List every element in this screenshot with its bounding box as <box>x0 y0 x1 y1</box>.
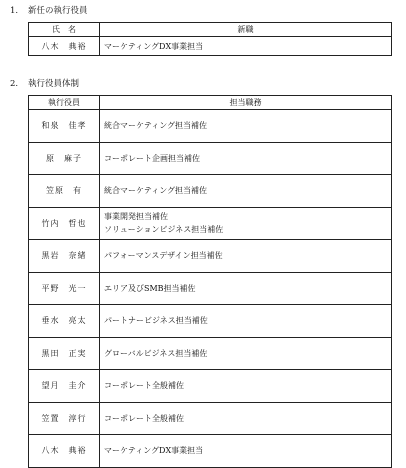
officer-role <box>100 402 392 435</box>
section2-heading <box>10 78 79 90</box>
officer-role <box>100 272 392 305</box>
officer-name: 原 麻子 <box>29 142 100 175</box>
section1-title: 新任の執行役員 <box>28 6 88 16</box>
officer-name: 和泉 佳孝 <box>29 110 100 143</box>
role-line: ソリューションビジネス担当補佐 <box>104 225 224 235</box>
table-row <box>29 402 392 435</box>
table-row <box>29 142 392 175</box>
officer-role <box>100 142 392 175</box>
table-row <box>29 435 392 468</box>
table-row <box>29 207 392 240</box>
officer-role <box>100 37 392 56</box>
header-duties: 担当職務 <box>100 96 392 110</box>
officer-role <box>100 110 392 143</box>
header-new-position: 新職 <box>100 23 392 37</box>
officer-name: 笠置 淳行 <box>29 402 100 435</box>
section1-heading <box>10 5 88 17</box>
section2-number: 2. <box>10 79 19 89</box>
table-row <box>29 305 392 338</box>
officer-role <box>100 370 392 403</box>
table-row <box>29 337 392 370</box>
role-line: コーポレート企画担当補佐 <box>104 153 200 163</box>
role-line: パートナービジネス担当補佐 <box>104 316 208 326</box>
officer-role <box>100 175 392 208</box>
role-line: 統合マーケティング担当補佐 <box>104 186 208 196</box>
table-row <box>29 175 392 208</box>
role-line: グローバルビジネス担当補佐 <box>104 348 208 358</box>
role-line: パフォーマンスデザイン担当補佐 <box>104 251 223 261</box>
officer-name: 笠原 有 <box>29 175 100 208</box>
table-header-row <box>29 23 392 37</box>
table-header-row <box>29 96 392 110</box>
role-line: 統合マーケティング担当補佐 <box>104 121 208 131</box>
officer-role <box>100 207 392 240</box>
table-row <box>29 272 392 305</box>
header-name: 氏 名 <box>29 23 100 37</box>
officer-name: 竹内 哲也 <box>29 207 100 240</box>
officer-role <box>100 435 392 468</box>
officer-name: 垂水 亮太 <box>29 305 100 338</box>
section2-title: 執行役員体制 <box>28 79 80 89</box>
officer-name: 平野 光一 <box>29 272 100 305</box>
officer-name: 八木 典裕 <box>29 435 100 468</box>
section1-number: 1. <box>10 6 19 16</box>
officer-role <box>100 337 392 370</box>
role-line: マーケティングDX事業担当 <box>104 41 204 51</box>
officer-name: 黒岩 奈緒 <box>29 240 100 273</box>
officer-structure-table <box>28 95 392 468</box>
header-officer: 執行役員 <box>29 96 100 110</box>
officer-name: 望月 圭介 <box>29 370 100 403</box>
new-officers-table <box>28 22 392 56</box>
table-row <box>29 110 392 143</box>
role-line: マーケティングDX事業担当 <box>104 446 204 456</box>
role-line: コーポレート全般補佐 <box>104 381 184 391</box>
role-line: エリア及びSMB担当補佐 <box>104 283 196 293</box>
officer-name: 黒田 正実 <box>29 337 100 370</box>
role-line: 事業開発担当補佐 <box>104 212 168 222</box>
officer-role <box>100 305 392 338</box>
table-row <box>29 240 392 273</box>
table-row <box>29 370 392 403</box>
role-line: コーポレート全般補佐 <box>104 413 184 423</box>
table-row <box>29 37 392 56</box>
officer-name: 八木 典裕 <box>29 37 100 56</box>
officer-role <box>100 240 392 273</box>
